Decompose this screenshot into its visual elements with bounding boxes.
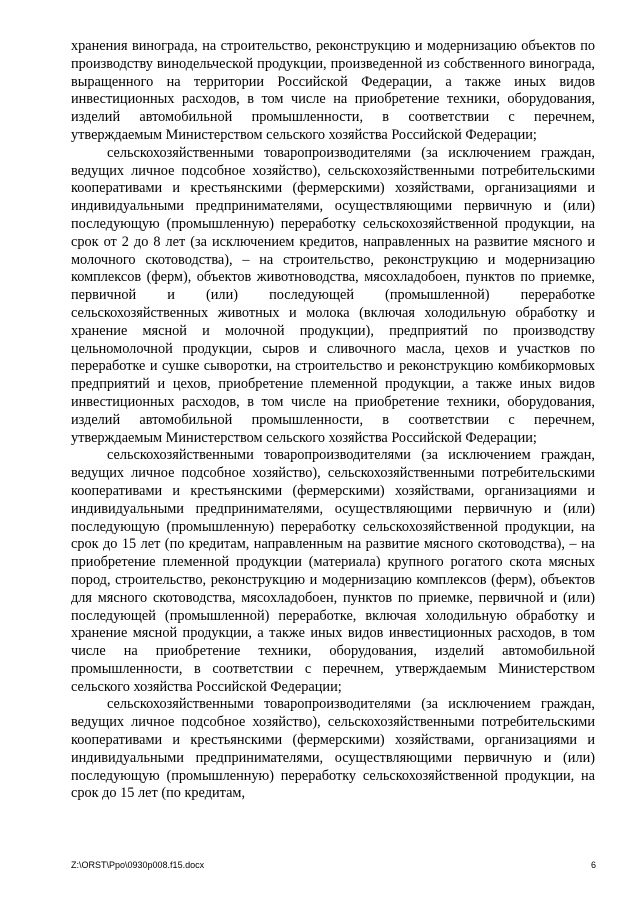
document-body <box>71 38 595 803</box>
page-number: 6 <box>590 860 596 870</box>
paragraph-2: сельскохозяйственными товаропроизводителями (за исключением граждан, ведущих личное подсобное хозяйство), сельскохозяйственными потребительскими кооперативами и крестьянскими (фермерскими) хозяйствами, организациями и индивидуальными предпринимателями, осуществляющими первичную и (или) последующую (промышленную) переработку сельскохозяйственной продукции, на срок от 2 до 8 лет (за исключением кредитов, направленных на развитие мясного и молочного скотоводства), – на строительство, реконструкцию и модернизацию комплексов (ферм), объектов животноводства, мясохладобоен, пунктов по приемке, первичной и (или) последующей (промышленной) переработке сельскохозяйственных животных и молока (включая холодильную обработку и хранение мясной и молочной продукции), предприятий по производству цельномолочной продукции, сыров и сливочного масла, цехов и участков по переработке и сушке сыворотки, на строительство и реконструкцию комбикормовых предприятий и цехов, приобретение племенной продукции, а также иных видов инвестиционных расходов, в том числе на приобретение техники, оборудования, изделий автомобильной промышленности, в соответствии с перечнем, утверждаемым Министерством сельского хозяйства Российской Федерации; <box>71 144 595 446</box>
footer-file-path: Z:\ORST\Ppo\0930p008.f15.docx <box>71 860 205 870</box>
paragraph-4: сельскохозяйственными товаропроизводителями (за исключением граждан, ведущих личное подсобное хозяйство), сельскохозяйственными потребительскими кооперативами и крестьянскими (фермерскими) хозяйствами, организациями и индивидуальными предпринимателями, осуществляющими первичную и (или) последующую (промышленную) переработку сельскохозяйственной продукции, на срок до 15 лет (по кредитам, <box>71 696 595 802</box>
paragraph-1: хранения винограда, на строительство, реконструкцию и модернизацию объектов по производству винодельческой продукции, произведенной из собственного винограда, выращенного на территории Российской Федерации, а также иных видов инвестиционных расходов, в том числе на приобретение техники, оборудования, изделий автомобильной промышленности, в соответствии с перечнем, утверждаемым Министерством сельского хозяйства Российской Федерации; <box>71 38 595 143</box>
paragraph-3: сельскохозяйственными товаропроизводителями (за исключением граждан, ведущих личное подсобное хозяйство), сельскохозяйственными потребительскими кооперативами и крестьянскими (фермерскими) хозяйствами, организациями и индивидуальными предпринимателями, осуществляющими первичную и (или) последующую (промышленную) переработку сельскохозяйственной продукции, на срок до 15 лет (по кредитам, направленным на развитие мясного скотоводства), – на приобретение племенной продукции (материала) крупного рогатого скота мясных пород, строительство, реконструкцию и модернизацию комплексов (ферм), объектов для мясного скотоводства, мясохладобоен, пунктов по приемке, первичной и (или) последующей (промышленной) переработке, включая холодильную обработку и хранение мясной продукции, а также иных видов инвестиционных расходов, в том числе на приобретение техники, оборудования, изделий автомобильной промышленности, в соответствии с перечнем, утверждаемым Министерством сельского хозяйства Российской Федерации; <box>71 447 595 695</box>
